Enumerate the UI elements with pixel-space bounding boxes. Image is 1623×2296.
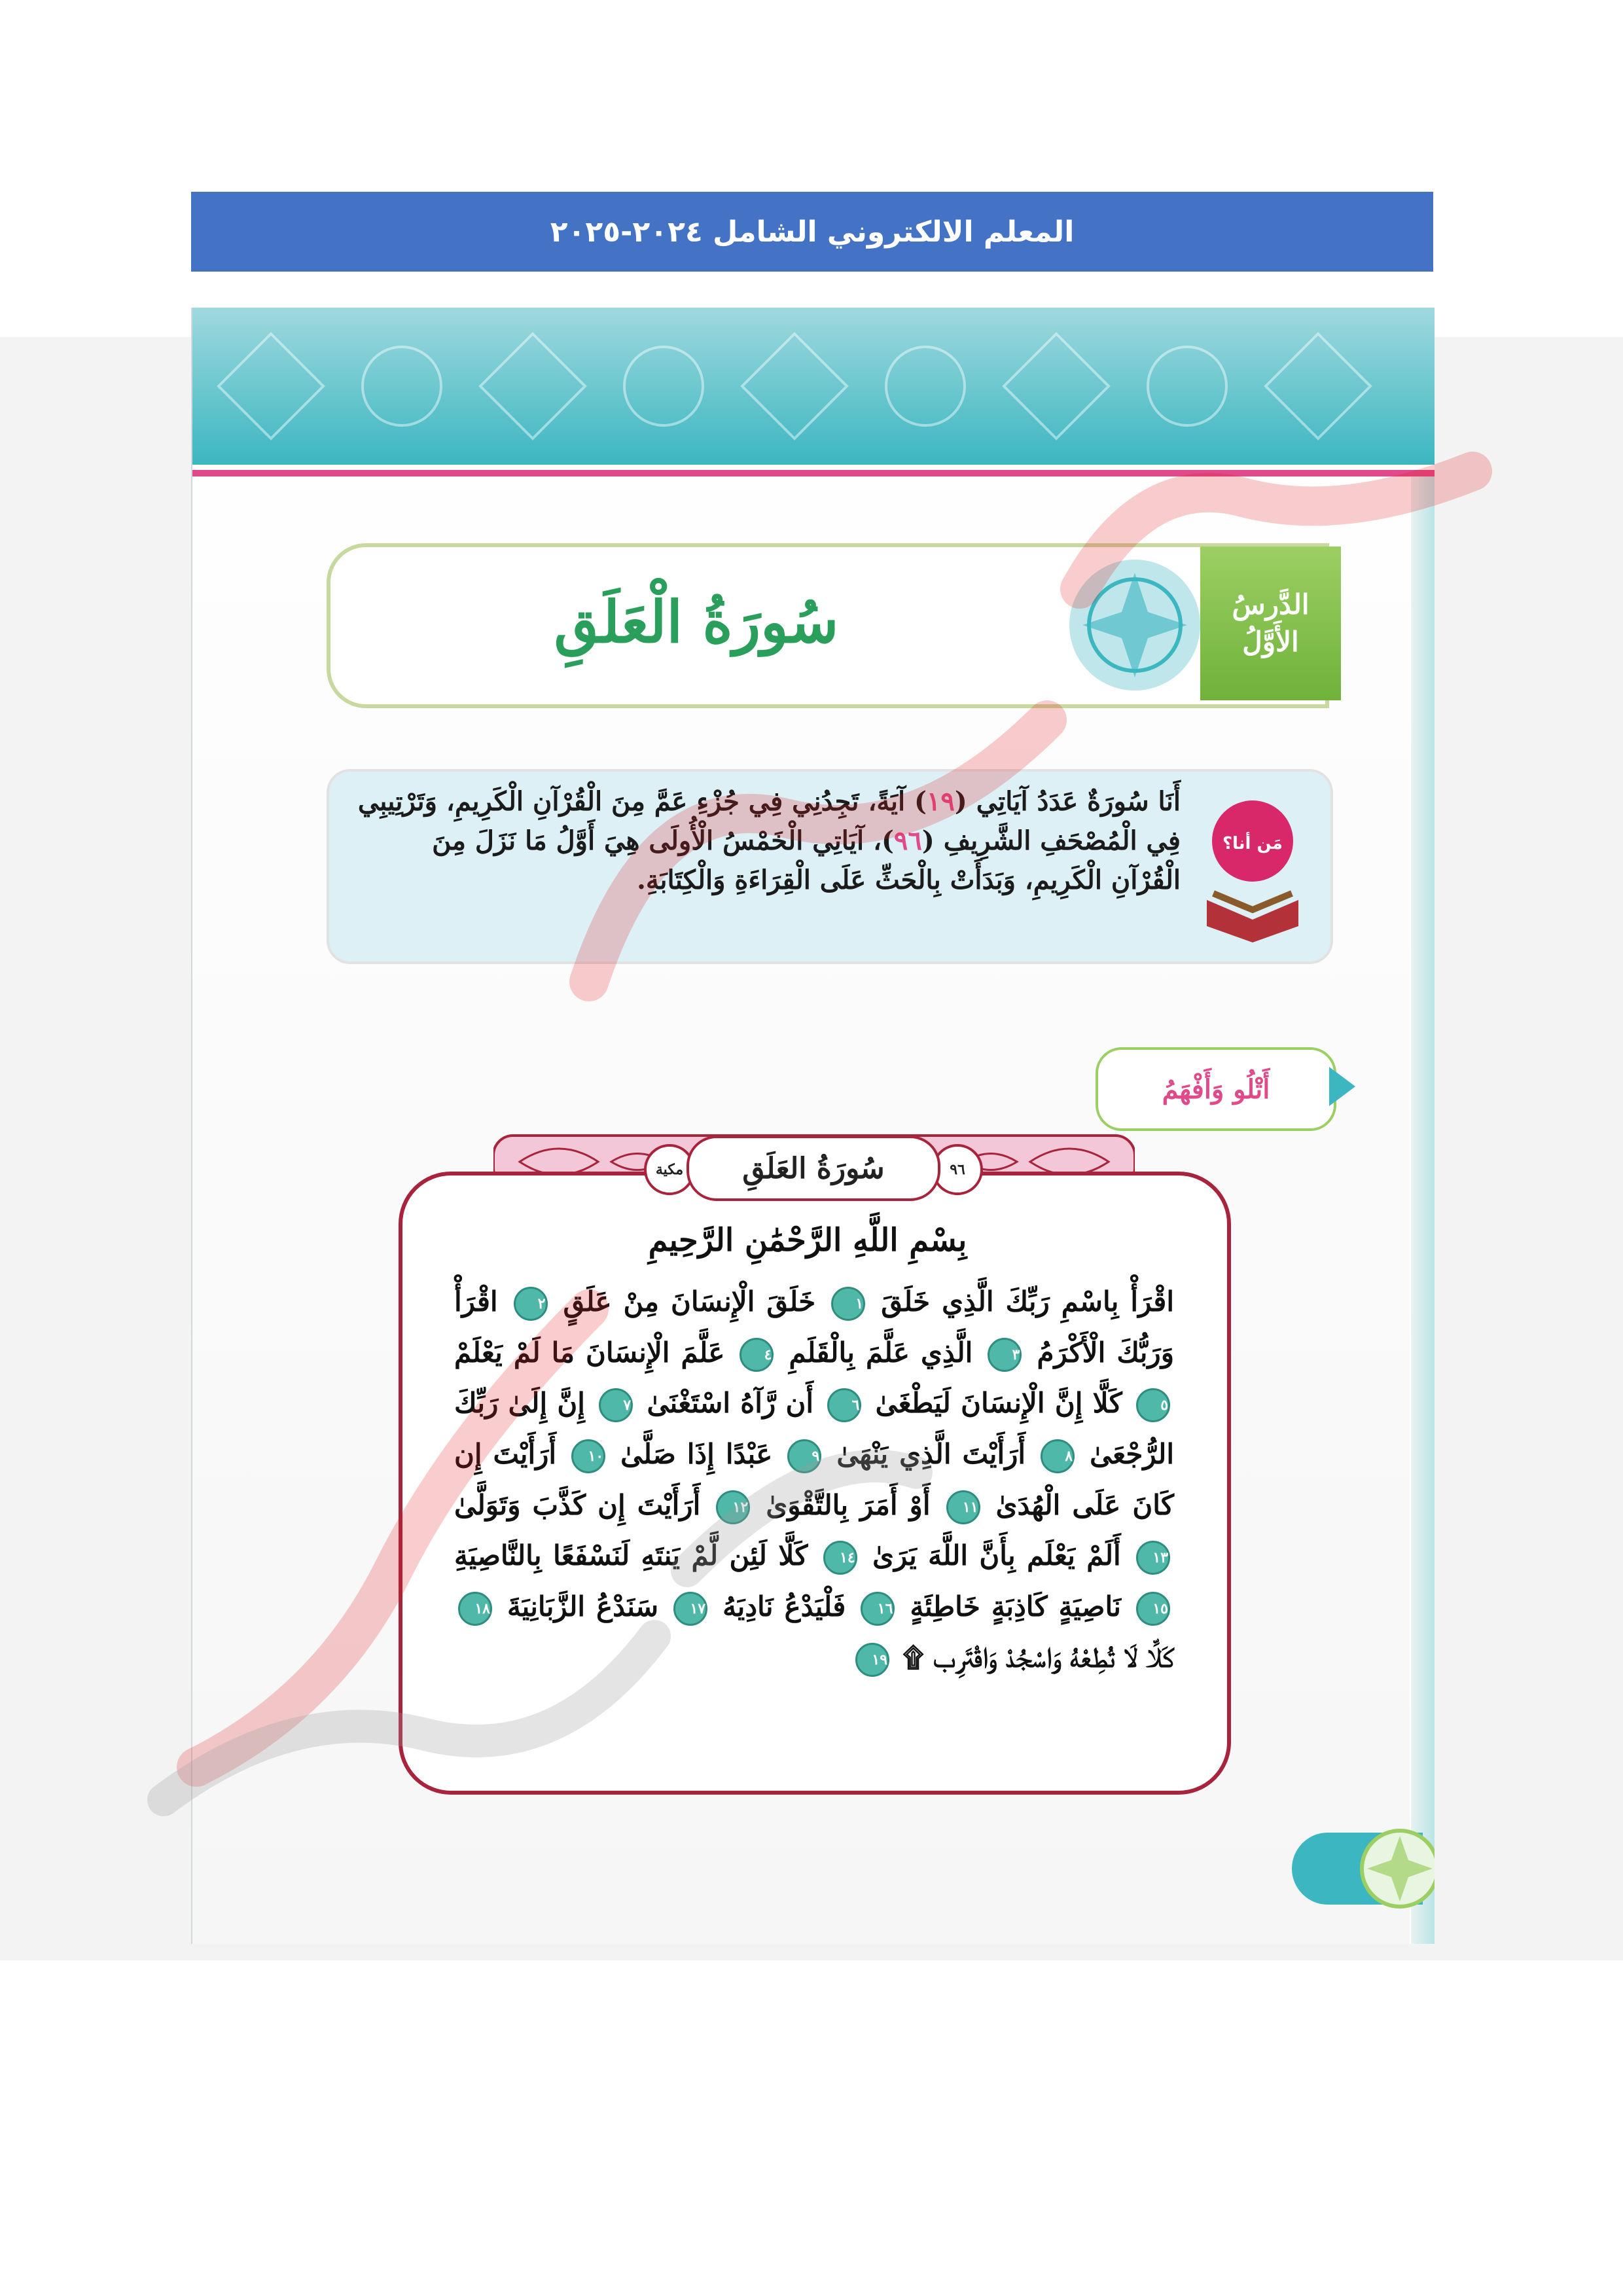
ayah-text: نَاصِيَةٍ كَاذِبَةٍ خَاطِئَةٍ: [899, 1590, 1121, 1623]
ayah-number: ٢: [514, 1287, 548, 1321]
ayah-text: أَن رَّآهُ اسْتَغْنَىٰ: [637, 1387, 814, 1420]
ayah-text: كَلَّا إِنَّ الْإِنسَانَ لَيَطْغَىٰ: [865, 1387, 1122, 1420]
ayah-number: ٤: [740, 1338, 774, 1372]
ayah-text: سَنَدْعُ الزَّبَانِيَةَ: [496, 1590, 659, 1623]
ayah-number: ١٢: [716, 1490, 750, 1524]
ayah-number: ٣: [988, 1338, 1022, 1372]
ayah-text: أَرَأَيْتَ إِن كَانَ عَلَى الْهُدَىٰ: [454, 1438, 1175, 1521]
intro-text-part3: )، آيَاتِي الْخَمْسُ الْأُولَى هِيَ أَوَّلُ مَا نَزَلَ مِنَ الْقُرْآنِ الْكَرِيمِ، وَبَدَأَتْ بِالْحَثِّ عَلَى الْقِرَاءَةِ وَالْكِتَابَةِ.: [432, 825, 1181, 895]
ayah-number: ٩: [787, 1439, 821, 1473]
surah-order-number: ٩٦: [893, 825, 922, 856]
ayah-text: خَلَقَ الْإِنسَانَ مِنْ عَلَقٍ: [551, 1285, 816, 1318]
ayah-text: كَلَّا لَا تُطِعْهُ وَاسْجُدْ وَاقْتَرِب ۩: [893, 1641, 1174, 1674]
ayah-text: أَرَأَيْتَ الَّذِي يَنْهَىٰ: [825, 1438, 1026, 1471]
verses-count: ١٩: [926, 786, 955, 817]
ornament-medallion-icon: [1063, 553, 1207, 697]
intro-text-part2: ) آيَةً، تَجِدُنِي فِي جُزْءِ عَمَّ مِنَ الْقُرْآنِ الْكَرِيمِ، وَتَرْتِيبِي فِي الْمُصْحَفِ الشَّرِيفِ (: [357, 786, 1181, 856]
recite-arrow-icon: [1329, 1067, 1355, 1106]
ayah-number: ١٠: [571, 1439, 605, 1473]
lesson-tag-line1: الدَّرسُ: [1232, 588, 1310, 620]
lesson-number-tag: [1200, 547, 1341, 700]
ayah-text: إِنَّ إِلَىٰ رَبِّكَ الرُّجْعَىٰ: [454, 1387, 1174, 1471]
pink-divider-line: [192, 470, 1435, 476]
who-am-i-label: مَن أنا؟: [1222, 834, 1283, 853]
recite-and-understand-tab: [1096, 1047, 1336, 1131]
ayah-text: فَلْيَدْعُ نَادِيَهُ: [711, 1590, 846, 1623]
quran-verses: [454, 1276, 1174, 1761]
surah-number: ٩٦: [950, 1161, 965, 1178]
ayah-text: عَلَّمَ الْإِنسَانَ مَا لَمْ يَعْلَمْ: [454, 1336, 725, 1369]
ayah-number: ١٥: [1136, 1592, 1170, 1626]
lesson-title: سُورَةُ الْعَلَقِ: [554, 588, 839, 656]
site-header-banner: [191, 192, 1433, 272]
ayah-text: أَوْ أَمَرَ بِالتَّقْوَىٰ: [754, 1488, 931, 1521]
ayah-number: ١١: [946, 1490, 980, 1524]
ayah-text: كَلَّا لَئِن لَّمْ يَنتَهِ لَنَسْفَعًا بِالنَّاصِيَةِ: [454, 1539, 808, 1572]
site-header-title: المعلم الالكتروني الشامل ٢٠٢٤-٢٠٢٥: [550, 215, 1075, 249]
ayah-number: ١٣: [1136, 1541, 1170, 1575]
ayah-number: ١٧: [673, 1592, 707, 1626]
recite-label: أَتْلُو وَأَفْهَمُ: [1162, 1073, 1270, 1105]
basmala: بِسْمِ اللَّهِ الرَّحْمَٰنِ الرَّحِيمِ: [648, 1222, 967, 1259]
intro-text-part1: أَنَا سُورَةٌ عَدَدُ آيَاتِي (: [954, 786, 1181, 817]
ayah-number: ٧: [599, 1388, 633, 1422]
ayah-text: اقْرَأْ وَرَبُّكَ الْأَكْرَمُ: [454, 1285, 1174, 1369]
ayah-number: ١٤: [823, 1541, 857, 1575]
ayah-number: ١٩: [855, 1643, 889, 1677]
surah-name: سُورَةُ العَلَقِ: [742, 1151, 885, 1185]
surah-name-plate: [687, 1136, 940, 1201]
textbook-page: [191, 308, 1435, 1944]
ayah-number: ٨: [1041, 1439, 1075, 1473]
quran-book-icon: [1194, 795, 1311, 946]
ayah-number: ١: [831, 1287, 865, 1321]
ayah-text: عَبْدًا إِذَا صَلَّىٰ: [609, 1438, 773, 1471]
page-ornament-icon: [1357, 1826, 1435, 1911]
surah-type: مكية: [655, 1161, 684, 1178]
ayah-number: ١٦: [861, 1592, 895, 1626]
ayah-text: اقْرَأْ بِاسْمِ رَبِّكَ الَّذِي خَلَقَ: [869, 1285, 1175, 1318]
ayah-text: أَرَأَيْتَ إِن كَذَّبَ وَتَوَلَّىٰ: [454, 1488, 701, 1521]
islamic-pattern-decoration: [192, 308, 1435, 465]
ayah-number: ١٨: [458, 1592, 492, 1626]
lesson-tag-line2: الأَوَّلُ: [1242, 625, 1299, 658]
ayah-text: الَّذِي عَلَّمَ بِالْقَلَمِ: [777, 1336, 973, 1369]
ayah-number: ٦: [827, 1388, 861, 1422]
intro-paragraph: [356, 782, 1181, 946]
ayah-text: أَلَمْ يَعْلَم بِأَنَّ اللَّهَ يَرَىٰ: [861, 1539, 1121, 1572]
page-edge-strip: [1411, 476, 1435, 1944]
ayah-number: ٥: [1136, 1388, 1170, 1422]
